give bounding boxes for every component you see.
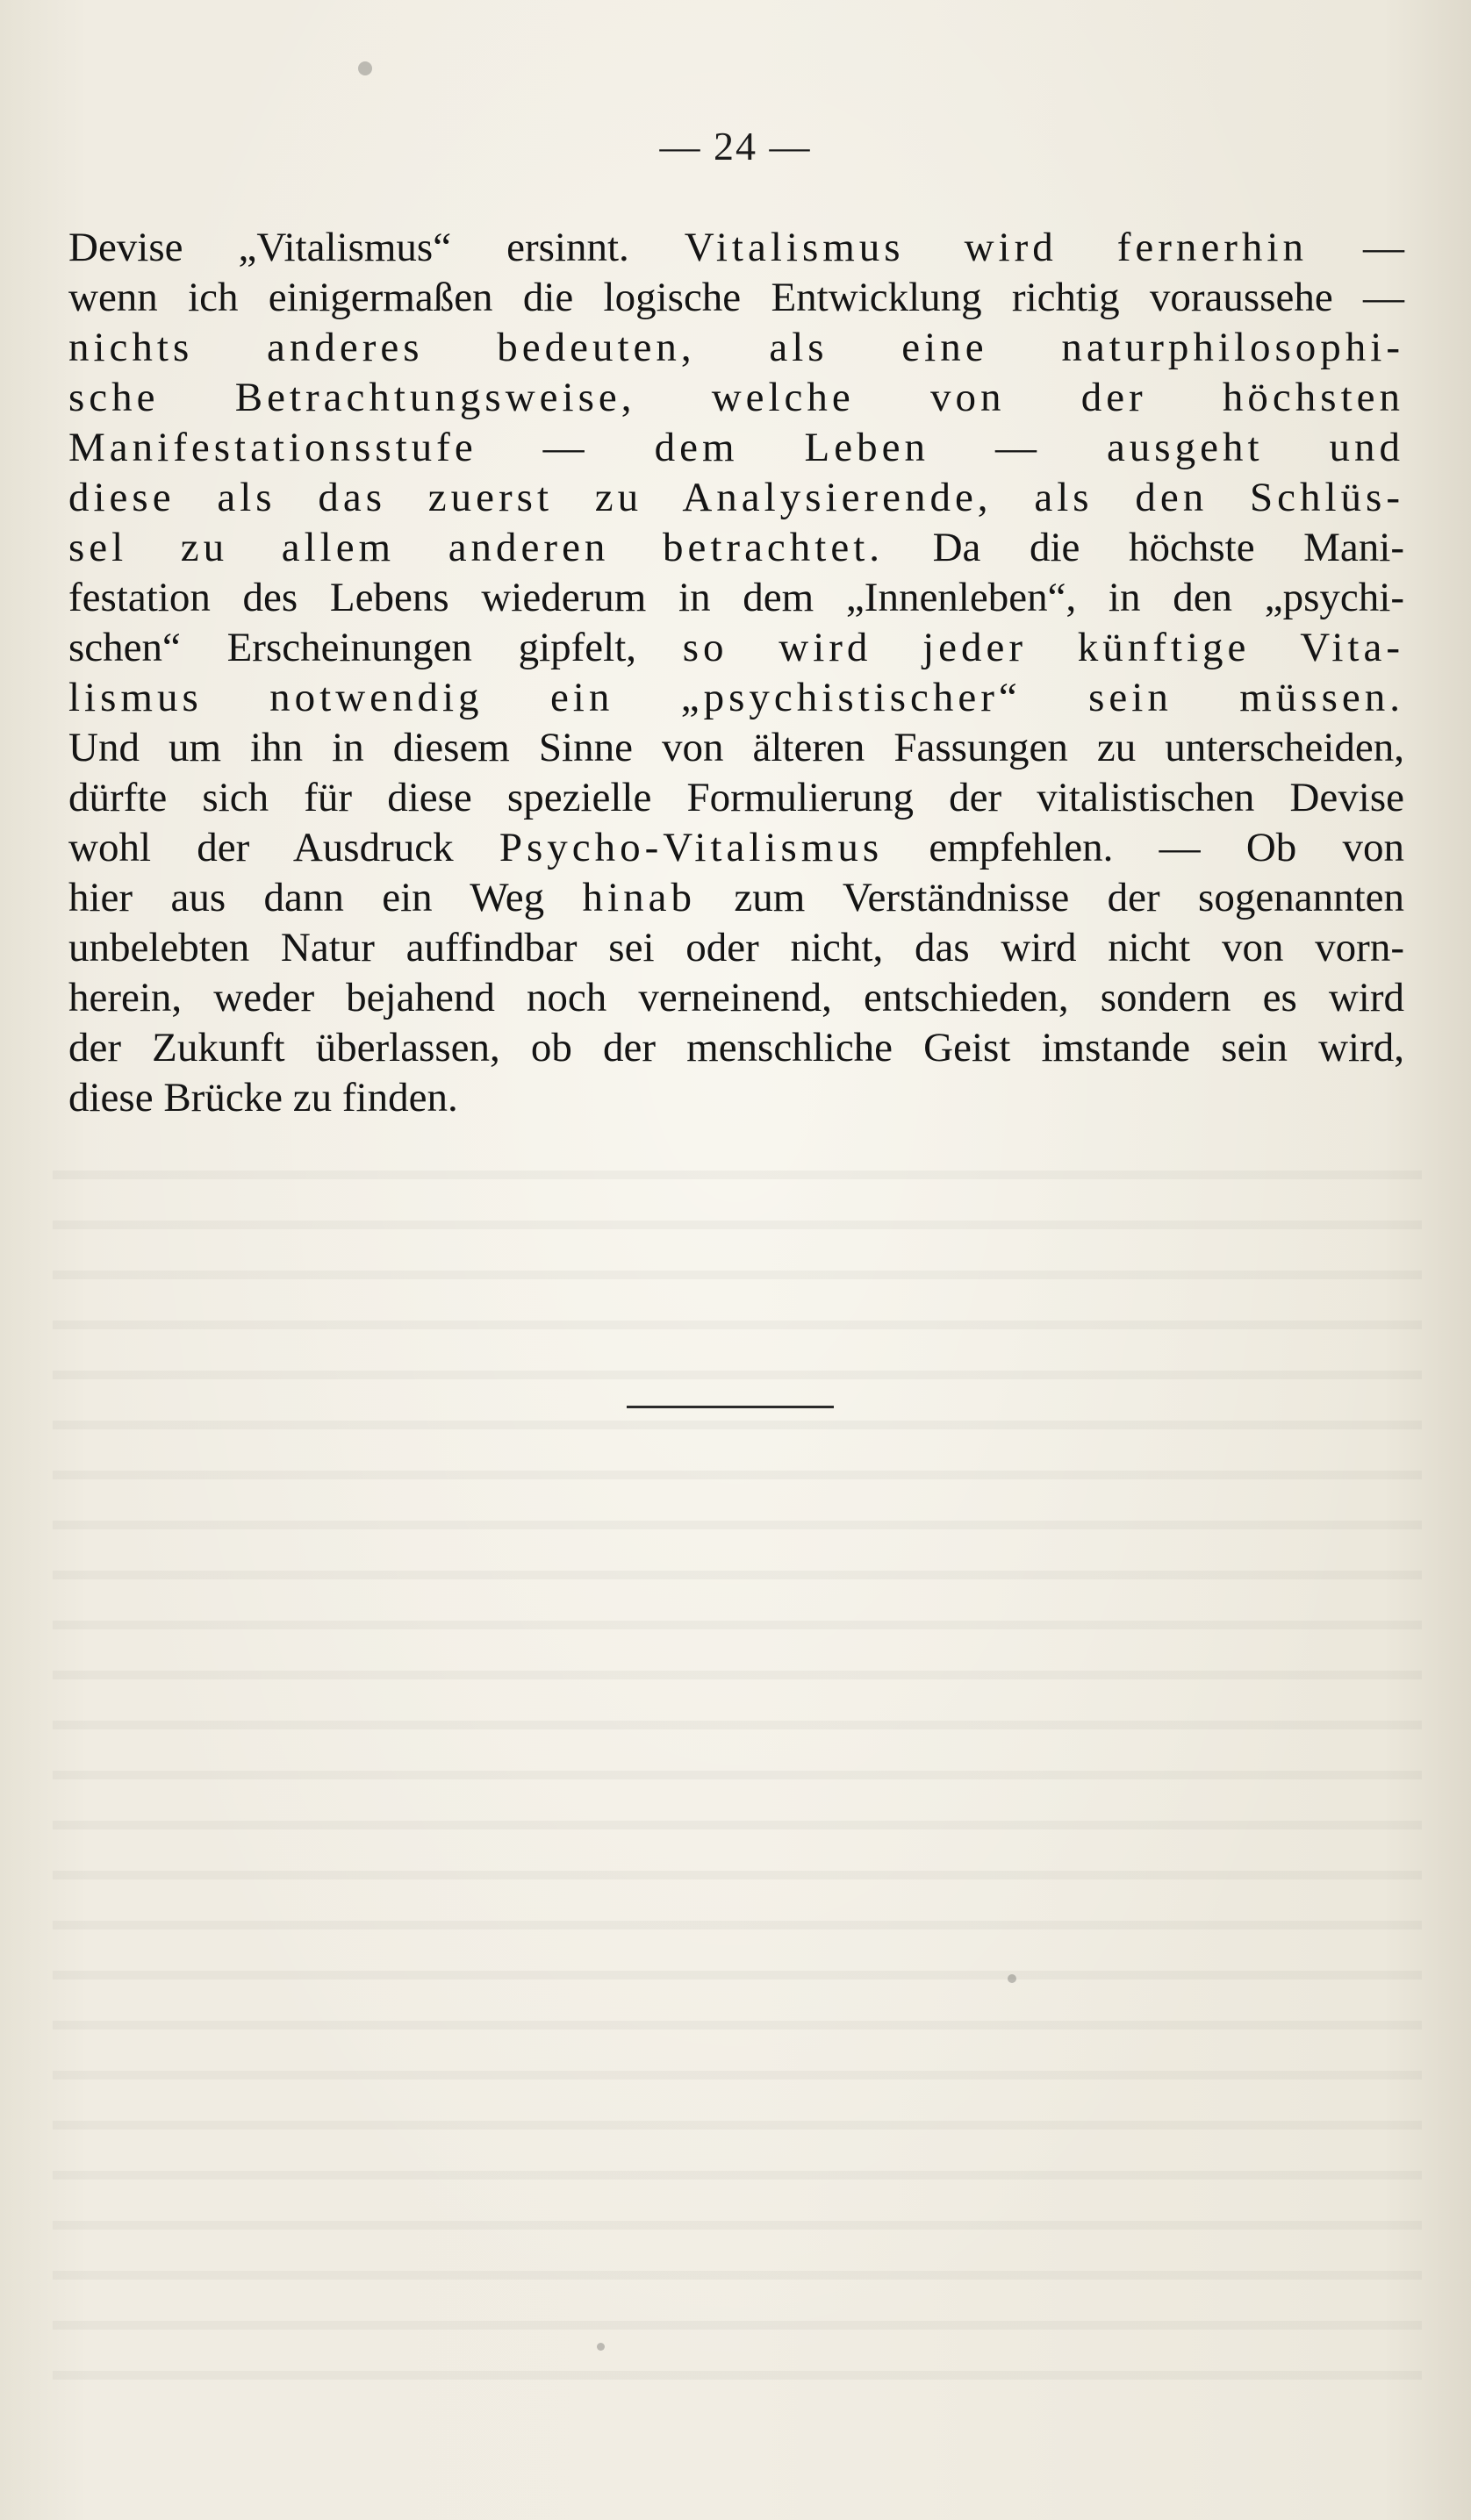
text-line <box>68 773 1404 823</box>
text-line <box>68 273 1404 323</box>
text-line <box>68 423 1404 473</box>
text-segment: — <box>1307 225 1404 270</box>
text-segment: herein, weder bejahend noch verneinend, entschieden, sondern es wird <box>68 975 1404 1020</box>
spaced-emphasis-text: so wird jeder künftige Vita- <box>682 625 1404 670</box>
spaced-emphasis-text: sel zu allem anderen betrachtet. <box>68 525 885 570</box>
text-line <box>68 823 1404 873</box>
text-line <box>68 373 1404 423</box>
text-segment: festation des Lebens wiederum in dem „Innenleben“, in den „psychi- <box>68 575 1404 620</box>
text-segment: Und um ihn in diesem Sinne von älteren Fassungen zu unterscheiden, <box>68 725 1404 770</box>
spaced-emphasis-text: nichts anderes bedeuten, als eine naturphilosophi- <box>68 325 1404 370</box>
text-line <box>68 523 1404 573</box>
text-line <box>68 1073 1404 1123</box>
text-line <box>68 623 1404 673</box>
paper-spot <box>1008 1974 1016 1983</box>
text-segment: zum Verständnisse der sogenannten <box>695 875 1404 920</box>
bleed-through-texture <box>53 1141 1422 2413</box>
spaced-emphasis-text: diese als das zuerst zu Analysierende, als den Schlüs- <box>68 475 1404 520</box>
text-line <box>68 1023 1404 1073</box>
page-number: — 24 — <box>659 124 812 168</box>
text-line <box>68 573 1404 623</box>
text-segment: wohl der Ausdruck <box>68 825 499 870</box>
spaced-emphasis-text: Vitalismus wird fernerhin <box>684 225 1308 270</box>
text-line <box>68 723 1404 773</box>
spaced-emphasis-text: Psycho-Vitalismus <box>499 825 884 870</box>
text-line <box>68 973 1404 1023</box>
text-segment: wenn ich einigermaßen die logische Entwicklung richtig voraussehe — <box>68 275 1404 320</box>
spaced-emphasis-text: Manifestationsstufe — dem Leben — ausgeht und <box>68 425 1404 470</box>
text-segment: hier aus dann ein Weg <box>68 875 583 920</box>
text-segment: Devise „Vitalismus“ ersinnt. <box>68 225 685 270</box>
text-line <box>68 323 1404 373</box>
section-divider-rule <box>627 1406 834 1408</box>
text-segment: unbelebten Natur auffindbar sei oder nicht, das wird nicht von vorn- <box>68 925 1404 970</box>
paper-spot <box>597 2343 605 2351</box>
text-line <box>68 223 1404 273</box>
text-line <box>68 673 1404 723</box>
spaced-emphasis-text: sche Betrachtungsweise, welche von der höchsten <box>68 375 1404 420</box>
text-segment: Da die höchste Mani- <box>884 525 1404 570</box>
text-segment: empfehlen. — Ob von <box>883 825 1404 870</box>
spaced-emphasis-text: lismus notwendig ein „psychistischer“ sein müssen. <box>68 675 1404 720</box>
text-segment: diese Brücke zu finden. <box>68 1075 458 1120</box>
text-line <box>68 923 1404 973</box>
text-segment: der Zukunft überlassen, ob der menschliche Geist imstande sein wird, <box>68 1025 1404 1070</box>
paper-spot <box>358 61 372 75</box>
text-line <box>68 473 1404 523</box>
body-paragraph <box>68 223 1404 1123</box>
text-segment: dürfte sich für diese spezielle Formulierung der vitalistischen Devise <box>68 775 1404 820</box>
text-line <box>68 873 1404 923</box>
spaced-emphasis-text: hinab <box>582 875 696 920</box>
text-segment: schen“ Erscheinungen gipfelt, <box>68 625 683 670</box>
